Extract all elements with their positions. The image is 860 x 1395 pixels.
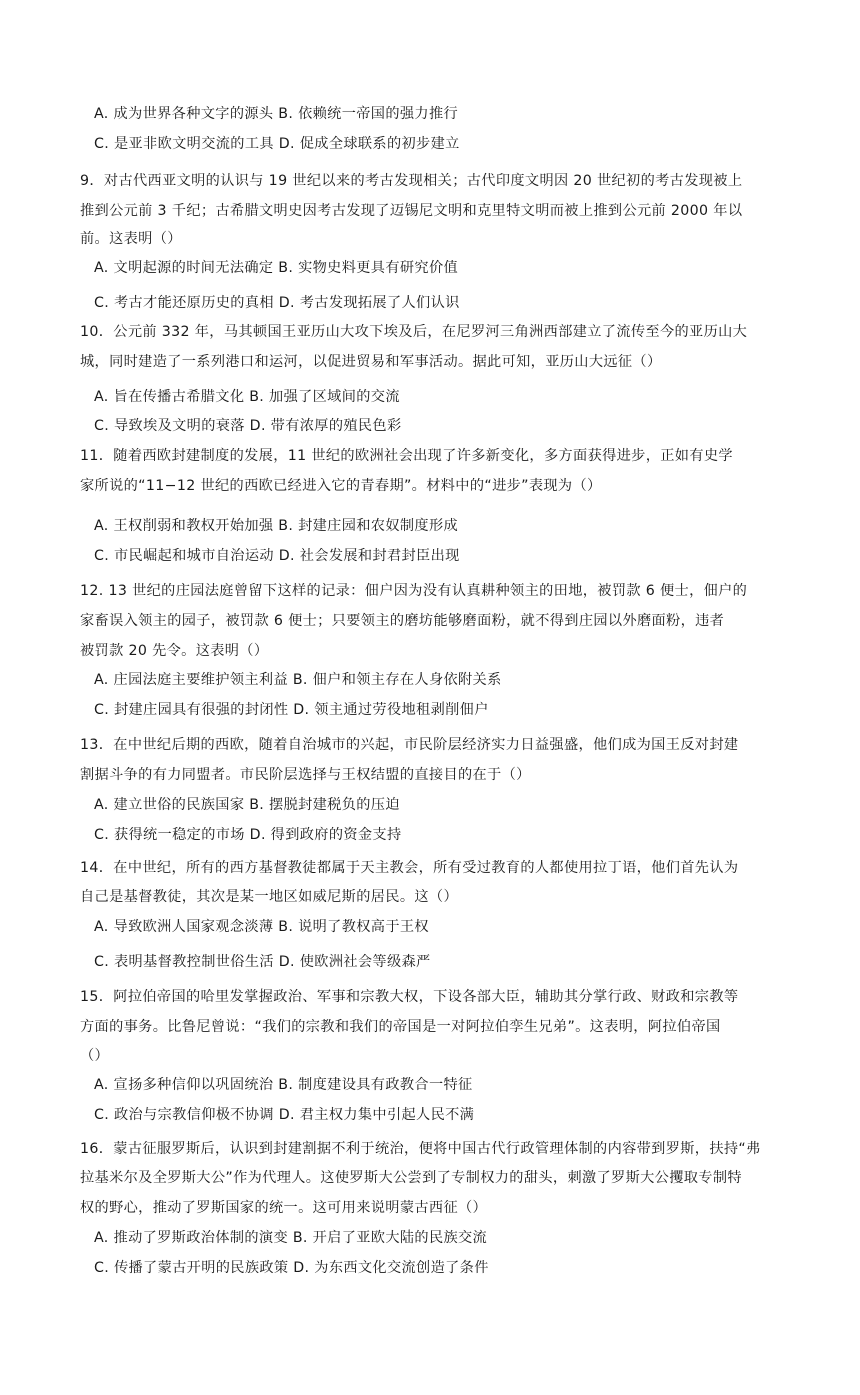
option-line: A. 推动了罗斯政治体制的演变 B. 开启了亚欧大陆的民族交流 [94,1230,488,1246]
question-11-stem: 11．随着西欧封建制度的发展，11 世纪的欧洲社会出现了许多新变化，多方面获得进步，正如有史学 [80,448,733,464]
question-14-stem: 14．在中世纪，所有的西方基督教徒都属于天主教会，所有受过教育的人都使用拉丁语，他们首先认为 [80,860,739,876]
option-line: C. 导致埃及文明的衰落 D. 带有浓厚的殖民色彩 [94,418,402,434]
question-13-stem: 割据斗争的有力同盟者。市民阶层选择与王权结盟的直接目的在于（） [80,767,531,783]
question-13-stem: 13．在中世纪后期的西欧，随着自治城市的兴起，市民阶层经济实力日益强盛，他们成为国王反对封建 [80,737,739,753]
option-line: A. 成为世界各种文字的源头 B. 依赖统一帝国的强力推行 [94,106,459,122]
option-line: C. 表明基督教控制世俗生活 D. 使欧洲社会等级森严 [94,954,431,970]
question-9-stem: 推到公元前 3 千纪；古希腊文明史因考古发现了迈锡尼文明和克里特文明而被上推到公元前 2000 年以 [80,203,743,219]
question-12-stem: 12. 13 世纪的庄园法庭曾留下这样的记录：佃户因为没有认真耕种领主的田地，被罚款 6 便士，佃户的 [80,583,748,599]
option-line: A. 庄园法庭主要维护领主利益 B. 佃户和领主存在人身依附关系 [94,672,502,688]
question-10-stem: 城，同时建造了一系列港口和运河，以促进贸易和军事活动。据此可知，亚历山大远征（） [80,354,662,370]
question-11-stem: 家所说的“11−12 世纪的西欧已经进入它的青春期”。材料中的“进步”表现为（） [80,478,602,494]
question-15-stem: 15．阿拉伯帝国的哈里发掌握政治、军事和宗教大权，下设各部大臣，辅助其分掌行政、财政和宗教等 [80,989,739,1005]
option-line: A. 建立世俗的民族国家 B. 摆脱封建税负的压迫 [94,797,400,813]
question-16-stem: 权的野心，推动了罗斯国家的统一。这可用来说明蒙古西征（） [80,1200,488,1216]
option-line: C. 获得统一稳定的市场 D. 得到政府的资金支持 [94,827,402,843]
option-line: C. 传播了蒙古开明的民族政策 D. 为东西文化交流创造了条件 [94,1260,489,1276]
option-line: A. 宣扬多种信仰以巩固统治 B. 制度建设具有政教合一特征 [94,1077,473,1093]
question-12-stem: 家畜误入领主的园子，被罚款 6 便士；只要领主的磨坊能够磨面粉，就不得到庄园以外磨面粉，违者 [80,613,725,629]
option-line: A. 文明起源的时间无法确定 B. 实物史料更具有研究价值 [94,260,459,276]
option-line: C. 封建庄园具有很强的封闭性 D. 领主通过劳役地租剥削佃户 [94,702,489,718]
option-line: A. 导致欧洲人国家观念淡薄 B. 说明了教权高于王权 [94,919,429,935]
question-16-stem: 16．蒙古征服罗斯后，认识到封建割据不利于统治，便将中国古代行政管理体制的内容带到罗斯，扶持“弗 [80,1141,761,1157]
option-line: C. 是亚非欧文明交流的工具 D. 促成全球联系的初步建立 [94,136,460,152]
question-15-stem: 方面的事务。比鲁尼曾说：“我们的宗教和我们的帝国是一对阿拉伯孪生兄弟”。这表明，阿拉伯帝国 [80,1019,721,1035]
question-10-stem: 10．公元前 332 年，马其顿国王亚历山大攻下埃及后，在尼罗河三角洲西部建立了流传至今的亚历山大 [80,324,748,340]
question-16-stem: 拉基米尔及全罗斯大公”作为代理人。这使罗斯大公尝到了专制权力的甜头，刺激了罗斯大公攫取专制特 [80,1170,742,1186]
question-12-stem: 被罚款 20 先令。这表明（） [80,643,269,659]
question-9-stem: 前。这表明（） [80,231,182,247]
option-line: A. 旨在传播古希腊文化 B. 加强了区域间的交流 [94,389,400,405]
option-line: C. 考古才能还原历史的真相 D. 考古发现拓展了人们认识 [94,295,460,311]
option-line: C. 市民崛起和城市自治运动 D. 社会发展和封君封臣出现 [94,548,460,564]
option-line: A. 王权削弱和教权开始加强 B. 封建庄园和农奴制度形成 [94,518,459,534]
question-9-stem: 9．对古代西亚文明的认识与 19 世纪以来的考古发现相关；古代印度文明因 20 世纪初的考古发现被上 [80,173,743,189]
option-line: C. 政治与宗教信仰极不协调 D. 君主权力集中引起人民不满 [94,1107,475,1123]
question-15-stem: （） [80,1048,110,1064]
question-14-stem: 自己是基督教徒，其次是某一地区如威尼斯的居民。这（） [80,889,458,905]
